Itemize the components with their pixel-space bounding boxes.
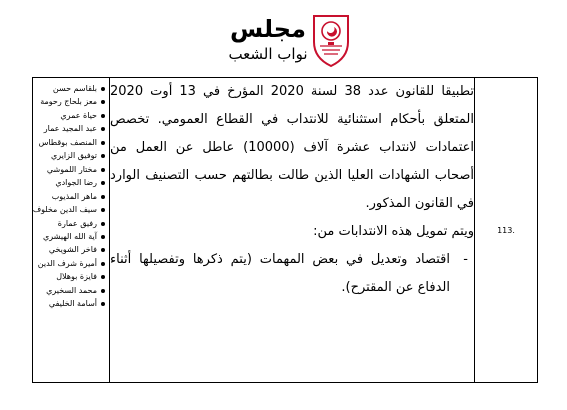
signatory-name: أميرة شرف الدين bbox=[33, 257, 105, 270]
parliament-emblem-icon bbox=[308, 12, 354, 68]
signatory-name: ماهر المذيوب bbox=[33, 190, 105, 203]
funding-item-text: اقتصاد وتعديل في بعض المهمات (يتم ذكرها وتفصيلها أثناء الدفاع عن المقترح). bbox=[110, 252, 450, 295]
signatories-cell bbox=[33, 78, 110, 383]
parliament-logo bbox=[226, 12, 356, 70]
signatory-name: عبد المجيد عمار bbox=[33, 122, 105, 135]
dash-marker: - bbox=[463, 252, 468, 267]
signatories-list bbox=[33, 78, 109, 311]
amendment-table bbox=[32, 77, 538, 383]
row-number: 113. bbox=[497, 225, 515, 235]
amendment-text-cell bbox=[110, 78, 475, 383]
signatory-name: فايزة بوهلال bbox=[33, 270, 105, 283]
amendment-paragraph: تطبيقا للقانون عدد 38 لسنة 2020 المؤرخ في 13 أوت 2020 المتعلق بأحكام استثنائية للانتداب في القطاع العمومي. تخصص اعتمادات لانتداب عشرة آلاف (10000) عاطل عن العمل من أصحاب الشهادات العليا الذين طالت بطالتهم حسب التصنيف الوارد في القانون المذكور. bbox=[110, 84, 475, 211]
logo-subtitle: نواب الشعب bbox=[228, 45, 308, 63]
signatory-name: فاخر الشويخي bbox=[33, 243, 105, 256]
table-row bbox=[33, 78, 538, 383]
signatory-name: محمد السخيري bbox=[33, 284, 105, 297]
signatory-name: معز بلحاج رحومة bbox=[33, 95, 105, 108]
row-number-cell bbox=[475, 78, 538, 383]
funding-item bbox=[110, 246, 474, 302]
logo-title: مجلس bbox=[230, 15, 306, 43]
signatory-name: المنصف بوقطاس bbox=[33, 136, 105, 149]
signatory-name: سيف الدين مخلوف bbox=[33, 203, 105, 216]
signatory-name: بلقاسم حسن bbox=[33, 82, 105, 95]
signatory-name: رفيق عمارة bbox=[33, 217, 105, 230]
funding-intro: ويتم تمويل هذه الانتدابات من: bbox=[313, 224, 474, 239]
signatory-name: حياة عمري bbox=[33, 109, 105, 122]
signatory-name: مختار اللموشي bbox=[33, 163, 105, 176]
signatory-name: توفيق الزايري bbox=[33, 149, 105, 162]
signatory-name: رضا الجوادي bbox=[33, 176, 105, 189]
signatory-name: أسامة الخليفي bbox=[33, 297, 105, 310]
signatory-name: آية الله الهيشري bbox=[33, 230, 105, 243]
